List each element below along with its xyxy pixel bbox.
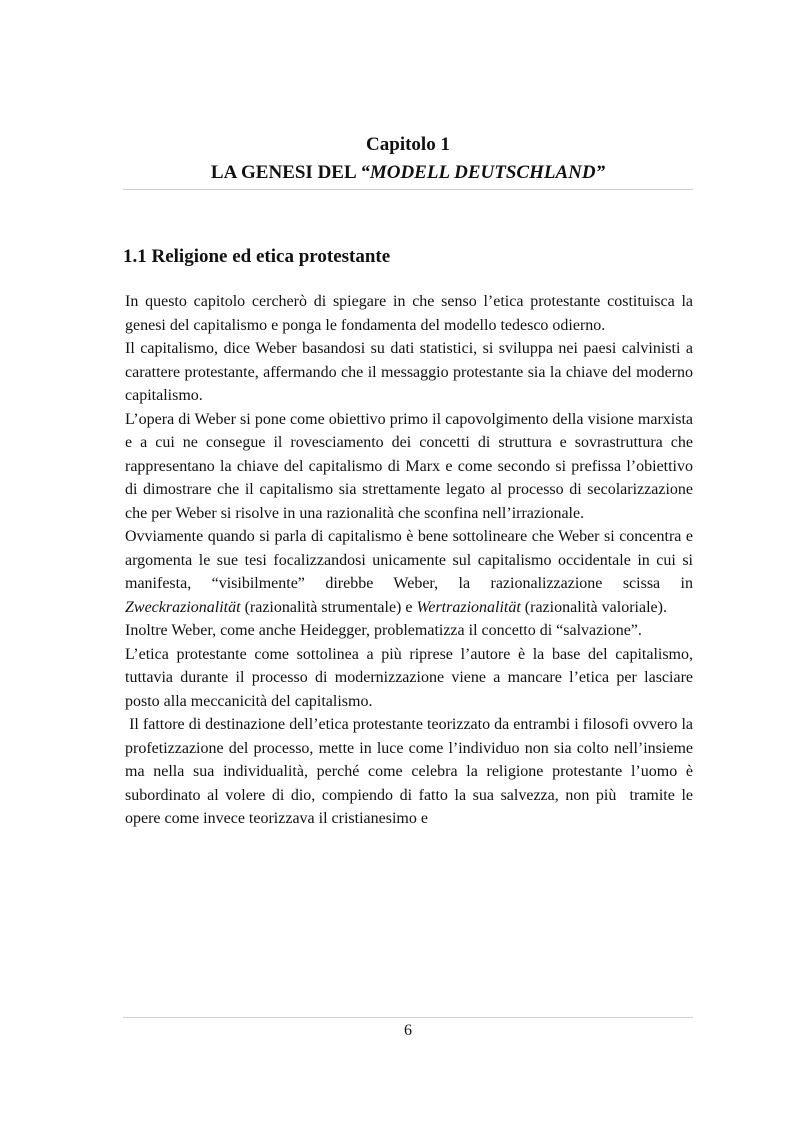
- chapter-title-prefix: LA GENESI DEL: [210, 162, 361, 183]
- footer-divider: [123, 1017, 693, 1018]
- paragraph: L’opera di Weber si pone come obiettivo primo il capovolgimento della visione marxista e a cui ne consegue il rovesciamento dei concetti di struttura e sovrastruttura che rappresentano la chiave del capitalismo di Marx e come secondo si prefissa l’obiettivo di dimostrare che il capitalismo sia strettamente legato al processo di secolarizzazione che per Weber si risolve in una razionalità che sconfina nell’irrazionale.: [125, 410, 693, 522]
- header-divider: [123, 189, 693, 190]
- chapter-title: [123, 159, 693, 187]
- chapter-label: Capitolo 1: [366, 134, 450, 155]
- paragraph: Inoltre Weber, come anche Heidegger, problematizza il concetto di “salvazione”.: [125, 622, 642, 639]
- page-number: 6: [404, 1022, 412, 1039]
- paragraph: Il fattore di destinazione dell’etica protestante teorizzato da entrambi i filosofi ovvero la profetizzazione del processo, mette in luce come l’individuo non sia colto nell’insieme ma nella sua individualità, perché come celebra la religione protestante l’uomo è subordinato al volere di dio, compiendo di fatto la sua salvezza, non più tramite le opere come invece teorizzava il cristianesimo e: [125, 716, 698, 827]
- paragraph-text: Ovviamente quando si parla di capitalismo è bene sottolineare che Weber si concentra e argomenta le sue tesi focalizzandosi unicamente sul capitalismo occidentale in cui si manifesta, “visibilmente” direbbe Weber, la razionalizzazione scissa in: [125, 528, 693, 592]
- italic-term: Zweckrazionalität: [125, 598, 241, 616]
- chapter-header: [123, 131, 693, 187]
- section-title: 1.1 Religione ed etica protestante: [123, 246, 391, 267]
- paragraph-text: (razionalità strumentale) e: [240, 598, 417, 616]
- italic-term: Wertrazionalität: [416, 598, 521, 616]
- paragraph-text: (razionalità valoriale).: [520, 598, 667, 616]
- paragraph: [125, 525, 693, 619]
- paragraph: Il capitalismo, dice Weber basandosi su dati statistici, si sviluppa nei paesi calvinisti a carattere protestante, affermando che il messaggio protestante sia la chiave del moderno capitalismo.: [125, 340, 693, 404]
- paragraph: L’etica protestante come sottolinea a più riprese l’autore è la base del capitalismo, tuttavia durante il processo di modernizzazione viene a mancare l’etica per lasciare posto alla meccanicità del capitalismo.: [125, 645, 693, 710]
- body-text: [125, 290, 698, 831]
- chapter-title-italic: “MODELL DEUTSCHLAND”: [360, 162, 606, 183]
- paragraph: In questo capitolo cercherò di spiegare in che senso l’etica protestante costituisca la genesi del capitalismo e ponga le fondamenta del modello tedesco odierno.: [125, 293, 693, 334]
